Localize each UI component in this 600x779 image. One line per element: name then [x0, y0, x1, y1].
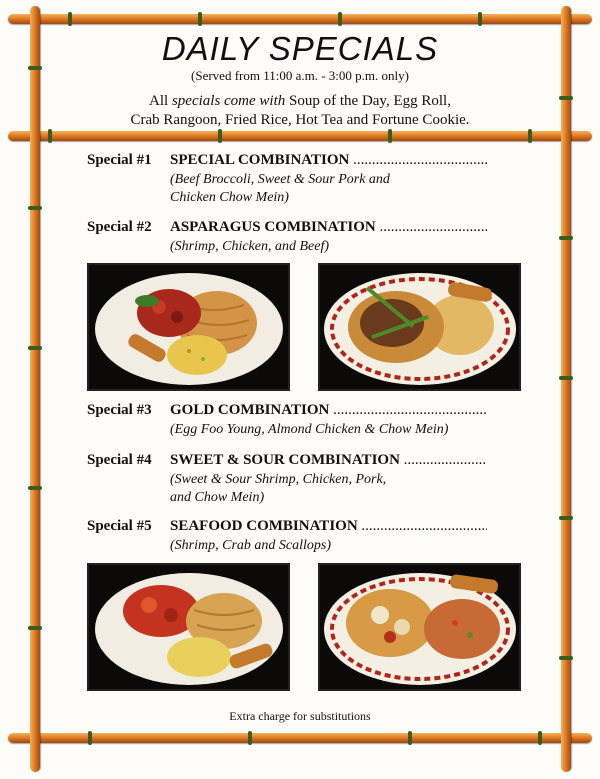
food-photo — [87, 563, 290, 691]
special-description-line: (Shrimp, Crab and Scallops) — [170, 538, 331, 553]
special-description — [170, 537, 420, 555]
special-description-line: (Sweet & Sour Shrimp, Chicken, Pork, — [170, 472, 387, 487]
special-name: SWEET & SOUR COMBINATION ..... — [170, 452, 487, 469]
special-name: ASPARAGUS COMBINATION ..... — [170, 219, 487, 236]
special-name: SPECIAL COMBINATION ..... — [170, 152, 487, 169]
intro-prefix: All — [149, 93, 172, 109]
special-number: Special #1 — [87, 152, 152, 168]
special-name: SEAFOOD COMBINATION ..... — [170, 518, 487, 535]
food-photo — [318, 263, 521, 391]
intro-italic: specials come with — [171, 93, 286, 109]
page-title: DAILY SPECIALS — [161, 30, 439, 67]
special-number: Special #2 — [87, 219, 152, 235]
special-name: GOLD COMBINATION ..... — [170, 402, 487, 419]
food-photo — [87, 263, 290, 391]
intro-text — [0, 92, 600, 130]
served-hours: (Served from 11:00 a.m. - 3:00 p.m. only) — [191, 68, 409, 83]
bamboo-frame-bottom — [8, 733, 592, 743]
special-description-line: (Shrimp, Chicken, and Beef) — [170, 239, 330, 254]
food-photo — [318, 563, 521, 691]
special-description-line: and Chow Mein) — [170, 490, 265, 505]
special-description — [170, 171, 420, 207]
special-description-line: (Egg Foo Young, Almond Chicken & Chow Mein) — [170, 422, 449, 437]
special-description — [170, 421, 490, 439]
special-number: Special #5 — [87, 518, 152, 534]
bamboo-frame-top — [8, 14, 592, 24]
special-description-line: Chicken Chow Mein) — [170, 190, 289, 205]
special-number: Special #3 — [87, 402, 152, 418]
intro-line1-rest: Soup of the Day, Egg Roll, — [285, 93, 451, 109]
intro-line2: Crab Rangoon, Fried Rice, Hot Tea and Fortune Cookie. — [130, 112, 470, 128]
bamboo-frame-divider — [8, 131, 592, 141]
special-number: Special #4 — [87, 452, 152, 468]
special-description — [170, 471, 420, 507]
special-description-line: (Beef Broccoli, Sweet & Sour Pork and — [170, 172, 390, 187]
special-description — [170, 238, 420, 256]
footer-note: Extra charge for substitutions — [229, 709, 371, 723]
